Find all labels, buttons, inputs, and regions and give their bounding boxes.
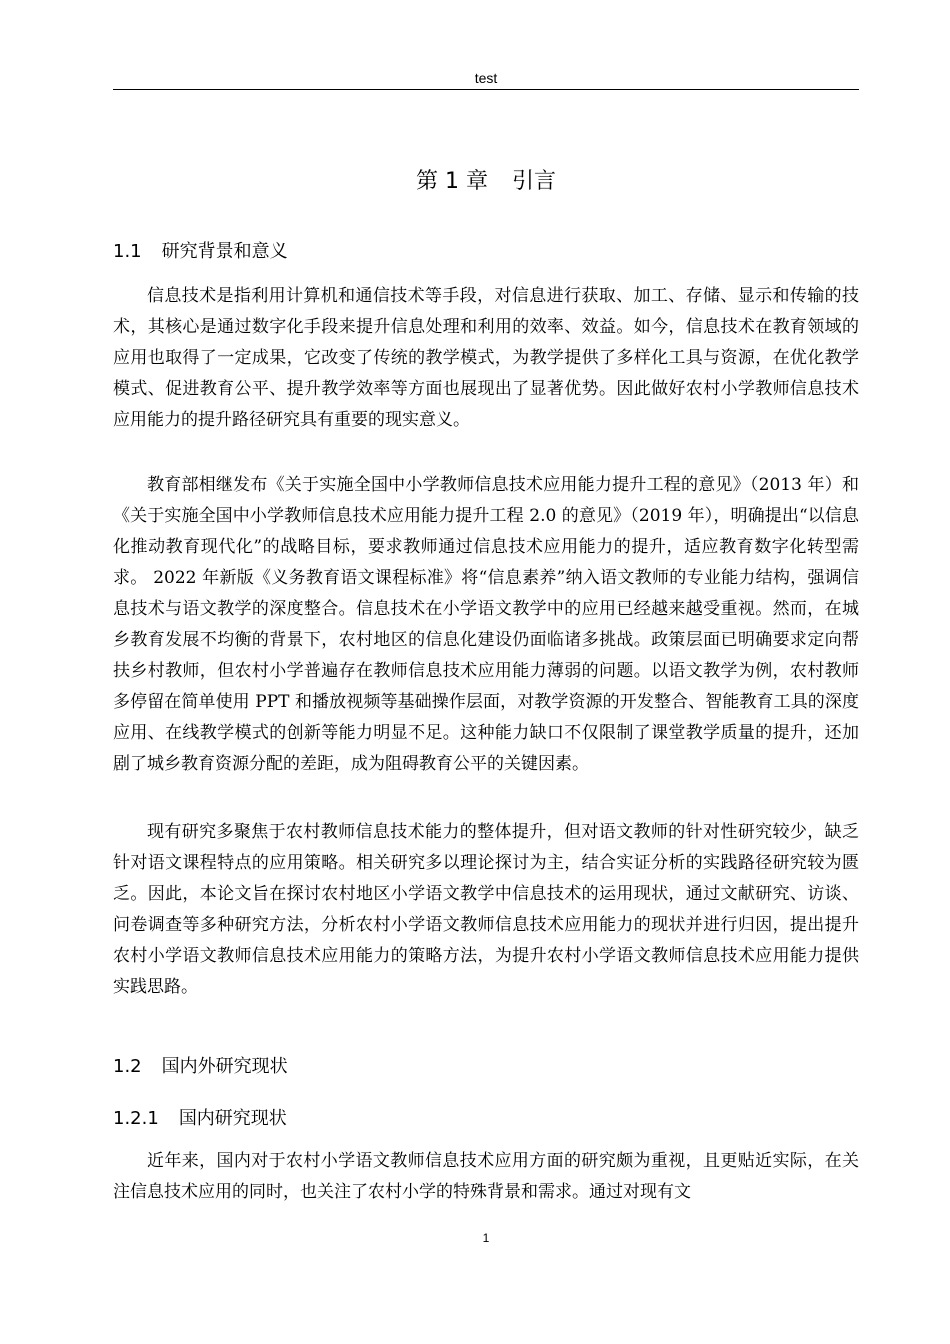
subsection-heading-1-2-1 [113,1106,287,1132]
chapter-name: 引言 [511,169,556,194]
subsection-title: 国内研究现状 [178,1108,287,1129]
section-number: 1.2 [113,1056,142,1077]
section-heading-1-2 [113,1054,288,1080]
subsection-number: 1.2.1 [113,1108,159,1129]
page-header: test [474,70,498,86]
section-heading-1-1 [113,239,288,265]
chapter-title [113,166,859,198]
paragraph-2: 教育部相继发布《关于实施全国中小学教师信息技术应用能力提升工程的意见》（2013 年）和《关于实施全国中小学教师信息技术应用能力提升工程 2.0 的意见》（2019 年），明确提出“以信息化推动教育现代化”的战略目标，要求教师通过信息技术应用能力的提升，适应教育数字化转型需求。 2022 年新版《义务教育语文课程标准》将“信息素养”纳入语文教师的专业能力结构，强调信息技术与语文教学的深度整合。信息技术在小学语文教学中的应用已经越来越受重视。然而，在城乡教育发展不均衡的背景下，农村地区的信息化建设仍面临诸多挑战。政策层面已明确要求定向帮扶乡村教师，但农村小学普遍存在教师信息技术应用能力薄弱的问题。以语文教学为例，农村教师多停留在简单使用 PPT 和播放视频等基础操作层面，对教学资源的开发整合、智能教育工具的深度应用、在线教学模式的创新等能力明显不足。这种能力缺口不仅限制了课堂教学质量的提升，还加剧了城乡教育资源分配的差距，成为阻碍教育公平的关键因素。 [113,475,859,774]
paragraph-4: 近年来，国内对于农村小学语文教师信息技术应用方面的研究颇为重视，且更贴近实际，在关注信息技术应用的同时，也关注了农村小学的特殊背景和需求。通过对现有文 [113,1151,859,1202]
paragraph-3: 现有研究多聚焦于农村教师信息技术能力的整体提升，但对语文教师的针对性研究较少，缺乏针对语文课程特点的应用策略。相关研究多以理论探讨为主，结合实证分析的实践路径研究较为匮乏。因此，本论文旨在探讨农村地区小学语文教学中信息技术的运用现状，通过文献研究、访谈、问卷调查等多种研究方法，分析农村小学语文教师信息技术应用能力的现状并进行归因，提出提升农村小学语文教师信息技术应用能力的策略方法，为提升农村小学语文教师信息技术应用能力提供实践思路。 [113,822,859,997]
paragraph-1: 信息技术是指利用计算机和通信技术等手段，对信息进行获取、加工、存储、显示和传输的技术，其核心是通过数字化手段来提升信息处理和利用的效率、效益。如今，信息技术在教育领域的应用也取得了一定成果，它改变了传统的教学模式，为教学提供了多样化工具与资源，在优化教学模式、促进教育公平、提升教学效率等方面也展现出了显著优势。因此做好农村小学教师信息技术应用能力的提升路径研究具有重要的现实意义。 [113,286,859,430]
page-number: 1 [482,1231,490,1245]
section-number: 1.1 [113,241,142,262]
section-title: 国内外研究现状 [161,1056,288,1077]
chapter-number: 第 1 章 [416,169,488,194]
header-rule [113,89,859,90]
section-title: 研究背景和意义 [161,241,288,262]
